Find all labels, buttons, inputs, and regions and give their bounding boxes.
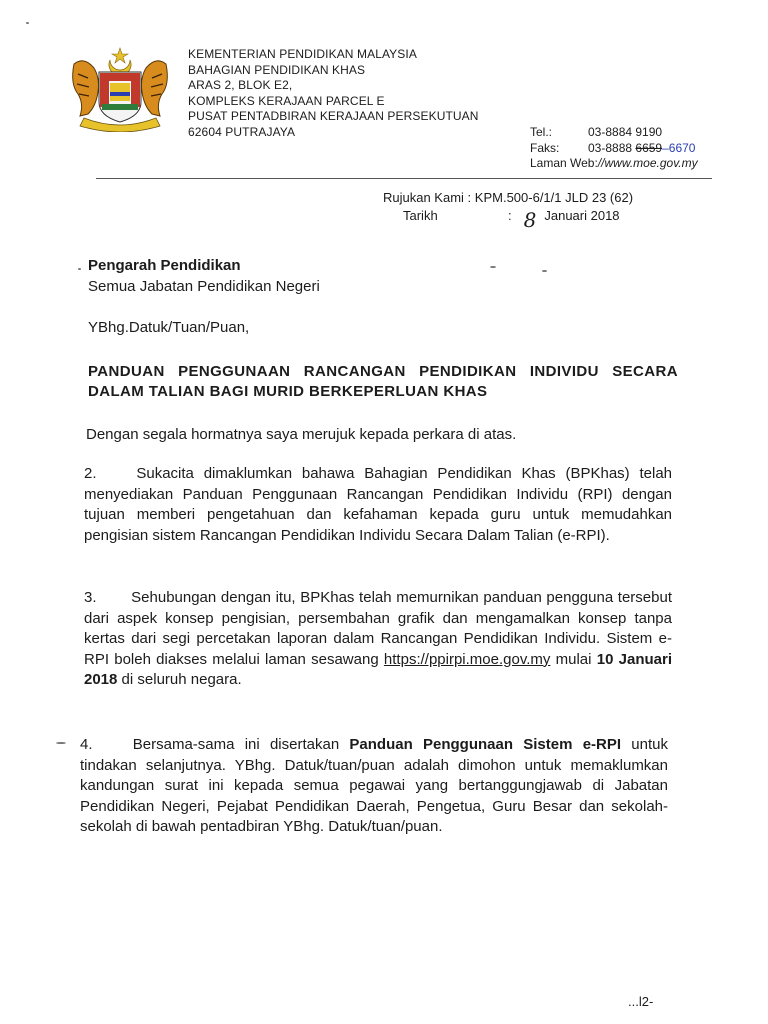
ministry-address (188, 47, 479, 141)
date-day-handwritten: 8 (523, 208, 537, 232)
fax-struck-number: 6659 (635, 140, 663, 155)
date-label: Tarikh (403, 208, 438, 223)
scan-speck (56, 742, 66, 744)
paragraph-2 (84, 464, 672, 546)
reference-label: Rujukan Kami : (383, 190, 472, 205)
reference-number: KPM.500-6/1/1 JLD 23 (62) (474, 190, 634, 205)
tiger-right-icon (142, 61, 168, 116)
address-line: PUSAT PENTADBIRAN KERAJAAN PERSEKUTUAN (188, 109, 479, 124)
scan-speck (542, 270, 547, 272)
reference-row (383, 189, 633, 207)
paragraph-text: mulai (555, 650, 592, 668)
paragraph-number: 2. (84, 465, 97, 482)
address-line: ARAS 2, BLOK E2, (188, 78, 293, 93)
scan-speck (26, 22, 29, 24)
website-link[interactable]: //www.moe.gov.my (597, 156, 698, 170)
page-continuation-marker: ...l2- (628, 994, 654, 1009)
address-line: 62604 PUTRAJAYA (188, 124, 296, 139)
shield-icon (99, 72, 141, 122)
telephone-value: 03-8884 9190 (588, 125, 663, 139)
contact-details (530, 125, 698, 172)
addressee-title: Pengarah Pendidikan (88, 257, 241, 274)
paragraph-3 (84, 588, 672, 691)
paragraph-text: di seluruh negara. (121, 671, 242, 689)
coat-of-arms-logo (66, 46, 174, 132)
letterhead-divider (96, 178, 712, 179)
addressee-department: Semua Jabatan Pendidikan Negeri (88, 277, 320, 295)
paragraph-4 (80, 735, 668, 838)
paragraph-text: Sehubungan dengan itu, BPKhas telah memurnikan panduan pengguna tersebut dari aspek konsep pengisian, persembahan grafik dan mengamalkan konsep tanpa kertas dari segi percetakan laporan dalam Rancangan Pendidikan Individu. Sistem e-RPI boleh diakses melalui laman sesawang (84, 589, 672, 668)
address-line: BAHAGIAN PENDIDIKAN KHAS (188, 62, 366, 77)
telephone-label: Tel.: (530, 125, 553, 139)
fax-row (530, 141, 698, 157)
paragraph-number: 4. (80, 736, 93, 753)
paragraph-text: untuk tindakan selanjutnya. YBhg. Datuk/tuan/puan adalah dimohon untuk memaklumkan kandungan surat ini kepada semua pegawai yang bertanggungjawab di Jabatan Pendidikan Negeri, Pejabat Pendidikan Daerah, Pengetua, Guru Besar dan sekolah-sekolah di bawah pentadbiran YBhg. Datuk/tuan/puan. (80, 736, 668, 836)
fax-label: Faks: (530, 140, 560, 155)
scan-speck (78, 268, 81, 270)
paragraph-text: Sukacita dimaklumkan bahawa Bahagian Pendidikan Khas (BPKhas) telah menyediakan Panduan Penggunaan Rancangan Pendidikan Individu (RPI) dengan tujuan memberi pengetahuan dan kefahaman kepada guru untuk memudahkan pengisian sistem Rancangan Pendidikan Individu Secara Dalam Talian (e-RPI). (84, 465, 673, 544)
guide-name: Panduan Penggunaan Sistem e-RPI (349, 736, 622, 753)
date-row (383, 207, 633, 232)
paragraph-number: 3. (84, 589, 97, 606)
salutation: YBhg.Datuk/Tuan/Puan, (88, 319, 250, 336)
date-month-year: Januari 2018 (544, 208, 620, 223)
website-row (530, 156, 698, 172)
telephone-row (530, 125, 698, 141)
crescent-star-icon (109, 48, 131, 76)
letter-subject: PANDUAN PENGGUNAAN RANCANGAN PENDIDIKAN INDIVIDU SECARA DALAM TALIAN BAGI MURID BERKEPERLUAN KHAS (88, 363, 678, 400)
fax-corrected-number: –6670 (662, 140, 696, 155)
launch-date: 10 Januari 2018 (84, 650, 673, 689)
tiger-left-icon (73, 61, 99, 116)
reference-block (383, 189, 634, 232)
paragraph-text: Bersama-sama ini disertakan (132, 736, 340, 753)
paragraph-1: Dengan segala hormatnya saya merujuk kepada perkara di atas. (86, 426, 517, 443)
addressee (88, 256, 320, 297)
date-colon: : (508, 208, 512, 223)
system-url-link[interactable]: https://ppirpi.moe.gov.my (383, 650, 551, 668)
fax-prefix: 03-8888 (588, 140, 633, 155)
address-line: KEMENTERIAN PENDIDIKAN MALAYSIA (188, 47, 417, 61)
website-label: Laman Web: (530, 156, 598, 170)
scan-speck (490, 266, 496, 268)
address-line: KOMPLEKS KERAJAAN PARCEL E (188, 93, 385, 108)
